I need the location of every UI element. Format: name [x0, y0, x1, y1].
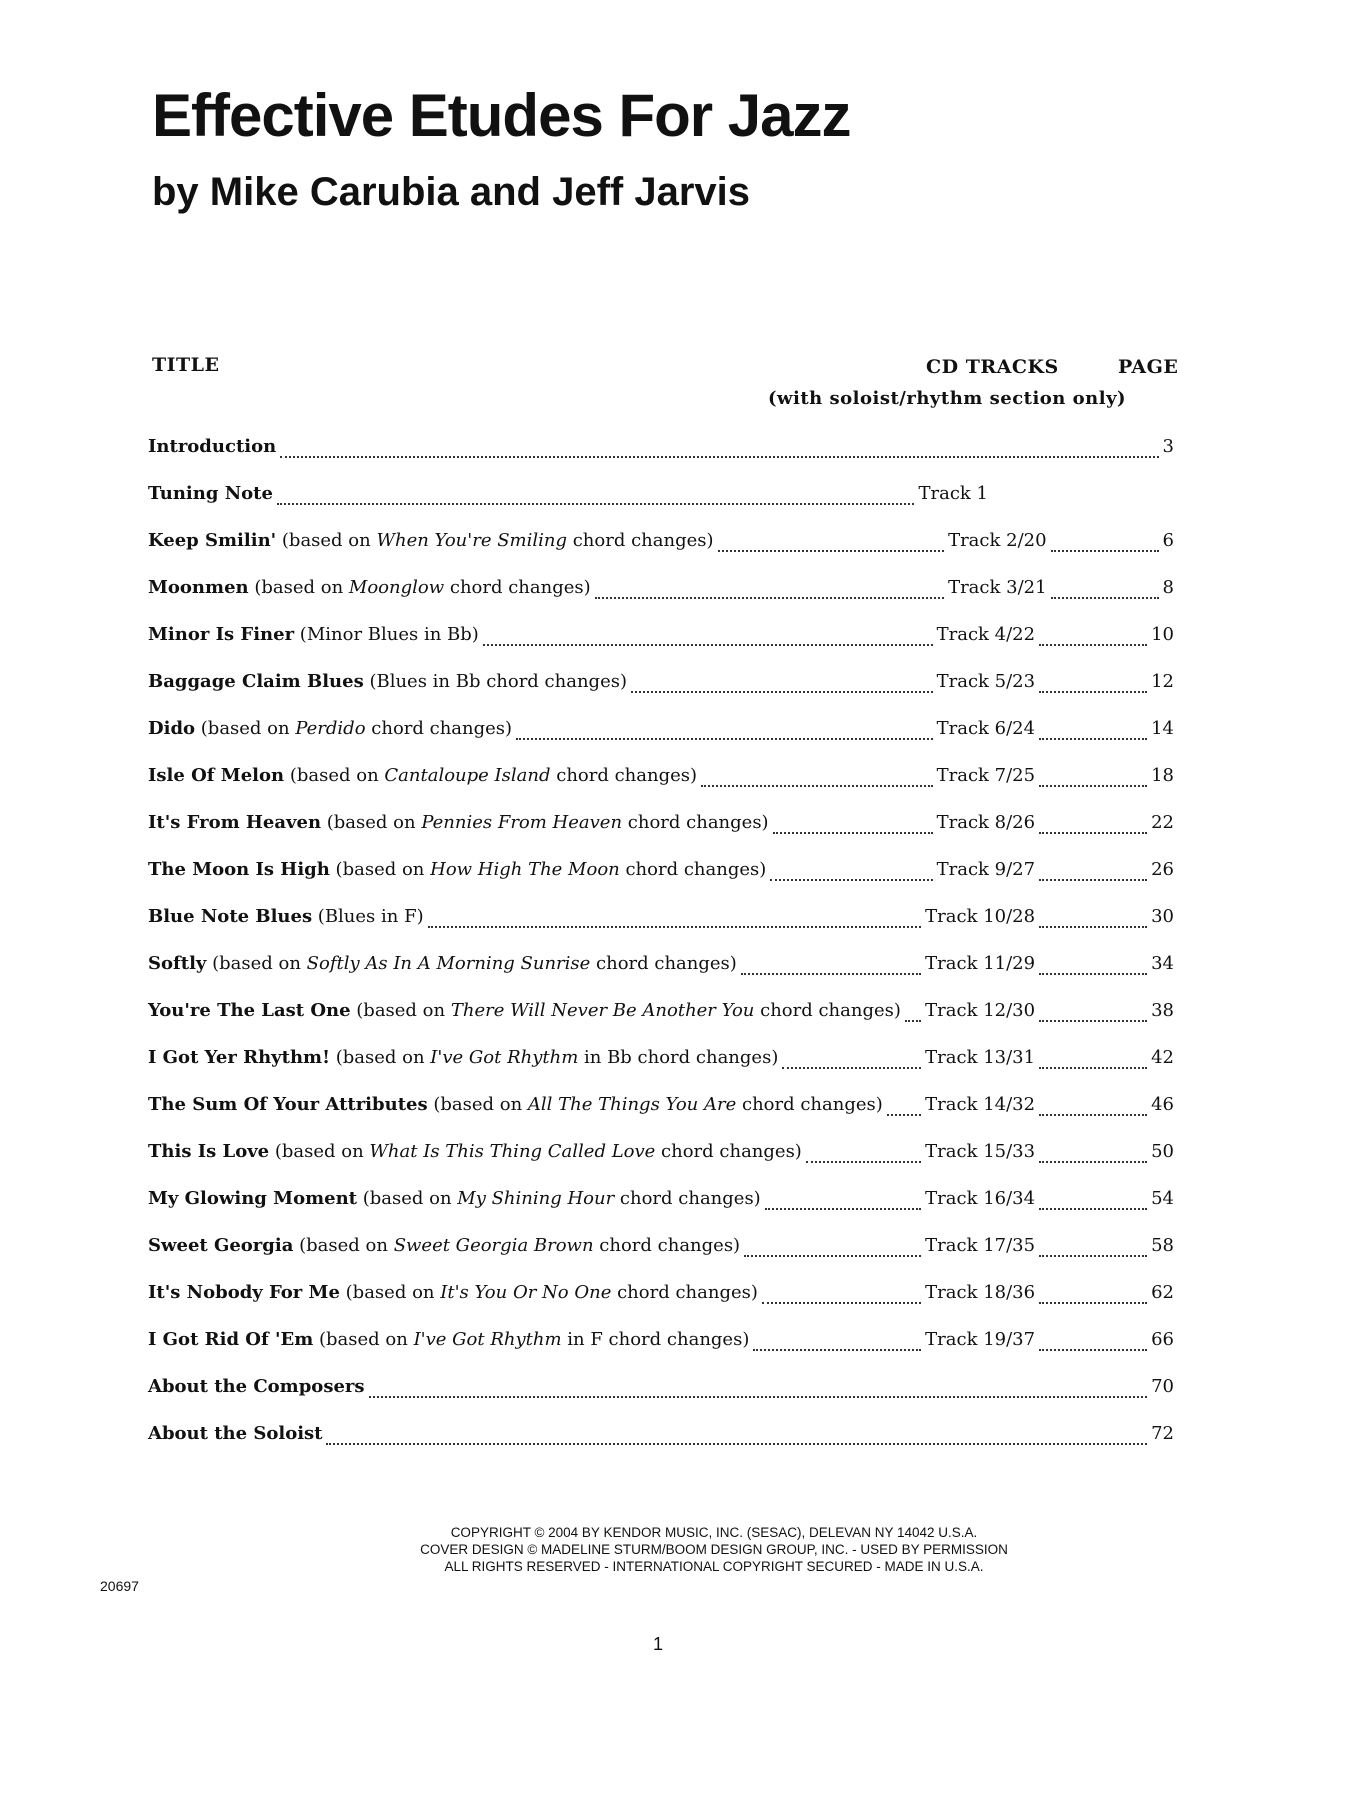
dot-leader [1039, 1255, 1147, 1257]
toc-entry-name: Softly [148, 953, 207, 974]
dot-leader [369, 1396, 1148, 1398]
copyright-notice [0, 1524, 1360, 1575]
toc-entry-track: Track 7/25 [936, 765, 1036, 786]
toc-entry-name: Blue Note Blues [148, 906, 313, 927]
toc-entry-name: The Moon Is High [148, 859, 330, 880]
toc-entry-page: 18 [1151, 765, 1174, 786]
toc-entry-title [148, 483, 273, 504]
toc-entry-track: Track 11/29 [925, 953, 1036, 974]
toc-entry-description: chord changes) [614, 1188, 761, 1209]
dot-leader [701, 785, 933, 787]
column-header-cd-tracks: CD TRACKS [926, 356, 1059, 378]
toc-entry-description: chord changes) [754, 1000, 901, 1021]
toc-entry-title [148, 436, 276, 457]
toc-entry-page: 3 [1162, 436, 1174, 457]
dot-leader [1039, 785, 1147, 787]
toc-entry-source-tune: Pennies From Heaven [421, 812, 623, 833]
toc-entry-track: Track 8/26 [936, 812, 1036, 833]
dot-leader [1039, 644, 1147, 646]
dot-leader [1039, 879, 1147, 881]
toc-entry-source-tune: When You're Smiling [376, 530, 567, 551]
copyright-line: COPYRIGHT © 2004 BY KENDOR MUSIC, INC. (SESAC), DELEVAN NY 14042 U.S.A. [450, 1525, 978, 1540]
dot-leader [1039, 973, 1147, 975]
dot-leader [631, 691, 933, 693]
toc-entry-title [148, 906, 424, 927]
toc-entry [148, 1329, 1174, 1359]
toc-entry-description: in F chord changes) [561, 1329, 750, 1350]
toc-entry-name: Baggage Claim Blues [148, 671, 364, 692]
toc-entry [148, 624, 1174, 654]
dot-leader [773, 832, 933, 834]
copyright-line: COVER DESIGN © MADELINE STURM/BOOM DESIGN GROUP, INC. - USED BY PERMISSION [420, 1542, 1008, 1557]
toc-entry-page: 50 [1151, 1141, 1174, 1162]
dot-leader [782, 1067, 921, 1069]
toc-entry-page: 54 [1151, 1188, 1174, 1209]
dot-leader [1039, 1114, 1147, 1116]
toc-entry-page: 30 [1151, 906, 1174, 927]
dot-leader [744, 1255, 921, 1257]
page-number: 1 [653, 1634, 664, 1654]
toc-entry [148, 1423, 1174, 1453]
toc-entry-page: 66 [1151, 1329, 1174, 1350]
dot-leader [1039, 926, 1147, 928]
toc-entry-name: My Glowing Moment [148, 1188, 357, 1209]
toc-entry [148, 1141, 1174, 1171]
toc-entry-title [148, 953, 737, 974]
toc-entry [148, 1235, 1174, 1265]
toc-entry-page: 6 [1162, 530, 1174, 551]
dot-leader [1039, 1067, 1147, 1069]
toc-entry-description: (Blues in Bb chord changes) [363, 671, 627, 692]
toc-entry-track: Track 3/21 [948, 577, 1047, 598]
dot-leader [1051, 550, 1159, 552]
toc-entry-source-tune: Moonglow [348, 577, 445, 598]
toc-entry [148, 859, 1174, 889]
toc-entry-track: Track 19/37 [925, 1329, 1036, 1350]
toc-entry-title [148, 718, 512, 739]
toc-entry-description: (based on [329, 859, 431, 880]
toc-entry-description: chord changes) [550, 765, 698, 786]
toc-entry [148, 671, 1174, 701]
toc-entry [148, 436, 1174, 466]
toc-entry-page: 38 [1151, 1000, 1174, 1021]
dot-leader [1039, 1208, 1147, 1210]
dot-leader [753, 1349, 921, 1351]
toc-entry-page: 12 [1151, 671, 1174, 692]
toc-entry-page: 14 [1151, 718, 1174, 739]
toc-entry-source-tune: My Shining Hour [457, 1188, 615, 1209]
toc-entry-page: 10 [1151, 624, 1174, 645]
toc-entry-name: Minor Is Finer [148, 624, 295, 645]
toc-entry-track: Track 1 [918, 483, 988, 504]
toc-entry-page: 8 [1162, 577, 1174, 598]
column-header-title: TITLE [152, 354, 220, 376]
toc-entry [148, 1000, 1174, 1030]
toc-entry-title [148, 1423, 322, 1444]
dot-leader [1039, 832, 1147, 834]
toc-entry-title [148, 530, 714, 551]
dot-leader [905, 1020, 921, 1022]
toc-entry-title [148, 1000, 901, 1021]
toc-entry-description: (based on [321, 812, 422, 833]
dot-leader [806, 1161, 921, 1163]
toc-entry-source-tune: Sweet Georgia Brown [393, 1235, 594, 1256]
toc-entry-description: chord changes) [593, 1235, 741, 1256]
toc-entry-title [148, 859, 766, 880]
toc-entry-page: 26 [1151, 859, 1174, 880]
dot-leader [1051, 597, 1159, 599]
toc-entry-description: (Minor Blues in Bb) [294, 624, 479, 645]
dot-leader [1039, 1349, 1147, 1351]
toc-entry-name: Sweet Georgia [148, 1235, 294, 1256]
toc-entry-title [148, 1141, 802, 1162]
toc-entry-track: Track 9/27 [936, 859, 1036, 880]
toc-entry-title [148, 765, 697, 786]
toc-entry-track: Track 12/30 [925, 1000, 1036, 1021]
copyright-line: ALL RIGHTS RESERVED - INTERNATIONAL COPYRIGHT SECURED - MADE IN U.S.A. [444, 1559, 984, 1574]
dot-leader [280, 456, 1158, 458]
toc-entry-source-tune: Softly As In A Morning Sunrise [306, 953, 591, 974]
dot-leader [765, 1208, 921, 1210]
toc-entry-page: 72 [1151, 1423, 1174, 1444]
toc-entry-title [148, 1047, 778, 1068]
toc-entry-track: Track 16/34 [925, 1188, 1036, 1209]
toc-entry-description: chord changes) [611, 1282, 758, 1303]
toc-entry-page: 58 [1151, 1235, 1174, 1256]
toc-entry-title [148, 624, 479, 645]
toc-entry [148, 718, 1174, 748]
toc-entry-source-tune: It's You Or No One [440, 1282, 612, 1303]
toc-entry-source-tune: I've Got Rhythm [413, 1329, 562, 1350]
toc-entry-track: Track 4/22 [936, 624, 1036, 645]
toc-entry-description: (based on [356, 1188, 458, 1209]
toc-entry-track: Track 18/36 [925, 1282, 1036, 1303]
toc-entry [148, 1376, 1174, 1406]
toc-entry-source-tune: Cantaloupe Island [384, 765, 551, 786]
toc-entry-track: Track 13/31 [925, 1047, 1036, 1068]
toc-entry-description: (based on [427, 1094, 528, 1115]
toc-entry-track: Track 2/20 [948, 530, 1047, 551]
toc-entry-page: 46 [1151, 1094, 1174, 1115]
toc-entry-description: (based on [206, 953, 307, 974]
dot-leader [762, 1302, 921, 1304]
toc-entry [148, 765, 1174, 795]
toc-entry-track: Track 6/24 [936, 718, 1036, 739]
toc-entry-source-tune: How High The Moon [430, 859, 620, 880]
toc-entry-description: (based on [276, 530, 377, 551]
toc-entry-name: About the Soloist [148, 1423, 323, 1444]
dot-leader [1039, 1161, 1147, 1163]
toc-entry-description: chord changes) [365, 718, 513, 739]
toc-entry-title [148, 1329, 749, 1350]
dot-leader [1039, 1020, 1147, 1022]
toc-entry-name: Tuning Note [148, 483, 273, 504]
dot-leader [718, 550, 945, 552]
catalog-number: 20697 [100, 1578, 139, 1594]
toc-entry [148, 1188, 1174, 1218]
toc-entry [148, 953, 1174, 983]
toc-entry-title [148, 671, 627, 692]
toc-entry-name: Moonmen [148, 577, 249, 598]
toc-entry-name: Keep Smilin' [148, 530, 277, 551]
dot-leader [595, 597, 944, 599]
toc-entry-name: Dido [148, 718, 196, 739]
toc-entry-description: (based on [330, 1047, 431, 1068]
toc-entry [148, 483, 988, 513]
toc-entry-page: 34 [1151, 953, 1174, 974]
toc-entry-description: (Blues in F) [312, 906, 424, 927]
toc-entry-title [148, 1188, 761, 1209]
toc-entry [148, 1094, 1174, 1124]
toc-entry-description: chord changes) [590, 953, 737, 974]
toc-entry-track: Track 15/33 [925, 1141, 1036, 1162]
dot-leader [1039, 691, 1147, 693]
toc-entry [148, 577, 1174, 607]
toc-entry-description: (based on [248, 577, 349, 598]
toc-entry-title [148, 577, 591, 598]
toc-entry-description: (based on [269, 1141, 370, 1162]
toc-entry [148, 812, 1174, 842]
dot-leader [1039, 738, 1147, 740]
toc-entry-description: (based on [339, 1282, 441, 1303]
toc-entry-track: Track 5/23 [936, 671, 1036, 692]
toc-entry-source-tune: What Is This Thing Called Love [369, 1141, 656, 1162]
authors-subtitle: by Mike Carubia and Jeff Jarvis [152, 170, 751, 214]
toc-entry-title [148, 812, 769, 833]
toc-entry-description: chord changes) [444, 577, 591, 598]
toc-entry-description: chord changes) [619, 859, 767, 880]
column-header-tracks-note: (with soloist/rhythm section only) [768, 388, 1127, 409]
toc-entry-name: The Sum Of Your Attributes [148, 1094, 428, 1115]
toc-entry-description: (based on [350, 1000, 451, 1021]
toc-entry-source-tune: There Will Never Be Another You [450, 1000, 755, 1021]
toc-entry-name: Isle Of Melon [148, 765, 285, 786]
toc-entry-title [148, 1235, 740, 1256]
toc-entry-name: Introduction [148, 436, 277, 457]
toc-entry-name: It's From Heaven [148, 812, 322, 833]
toc-entry-name: This Is Love [148, 1141, 270, 1162]
toc-entry-source-tune: All The Things You Are [527, 1094, 737, 1115]
dot-leader [741, 973, 921, 975]
toc-entry-title [148, 1094, 883, 1115]
toc-entry-page: 22 [1151, 812, 1174, 833]
toc-entry [148, 530, 1174, 560]
toc-entry-page: 62 [1151, 1282, 1174, 1303]
dot-leader [1039, 1302, 1147, 1304]
toc-entry-page: 42 [1151, 1047, 1174, 1068]
toc-entry-description: (based on [195, 718, 296, 739]
toc-entry-name: You're The Last One [148, 1000, 351, 1021]
dot-leader [428, 926, 922, 928]
toc-entry-description: in Bb chord changes) [578, 1047, 779, 1068]
toc-entry-description: chord changes) [622, 812, 769, 833]
toc-entry-title [148, 1376, 365, 1397]
toc-entry-source-tune: I've Got Rhythm [430, 1047, 579, 1068]
dot-leader [326, 1443, 1147, 1445]
toc-entry [148, 1282, 1174, 1312]
toc-entry-name: I Got Rid Of 'Em [148, 1329, 314, 1350]
toc-entry-name: About the Composers [148, 1376, 365, 1397]
toc-entry-track: Track 14/32 [925, 1094, 1036, 1115]
toc-entry-source-tune: Perdido [295, 718, 366, 739]
toc-entry-description: (based on [293, 1235, 394, 1256]
toc-entry-description: (based on [313, 1329, 414, 1350]
toc-entry-title [148, 1282, 758, 1303]
toc-entry-page: 70 [1151, 1376, 1174, 1397]
toc-entry [148, 1047, 1174, 1077]
column-header-page: PAGE [1118, 356, 1179, 378]
dot-leader [770, 879, 932, 881]
dot-leader [887, 1114, 921, 1116]
dot-leader [483, 644, 933, 646]
dot-leader [516, 738, 933, 740]
dot-leader [277, 503, 915, 505]
toc-entry-track: Track 17/35 [925, 1235, 1036, 1256]
toc-entry-description: chord changes) [655, 1141, 802, 1162]
toc-entry-name: I Got Yer Rhythm! [148, 1047, 330, 1068]
toc-entry [148, 906, 1174, 936]
toc-entry-description: chord changes) [736, 1094, 883, 1115]
toc-entry-description: chord changes) [567, 530, 714, 551]
toc-entry-description: (based on [284, 765, 385, 786]
toc-entry-name: It's Nobody For Me [148, 1282, 340, 1303]
page-title: Effective Etudes For Jazz [152, 82, 851, 149]
toc-entry-track: Track 10/28 [925, 906, 1036, 927]
